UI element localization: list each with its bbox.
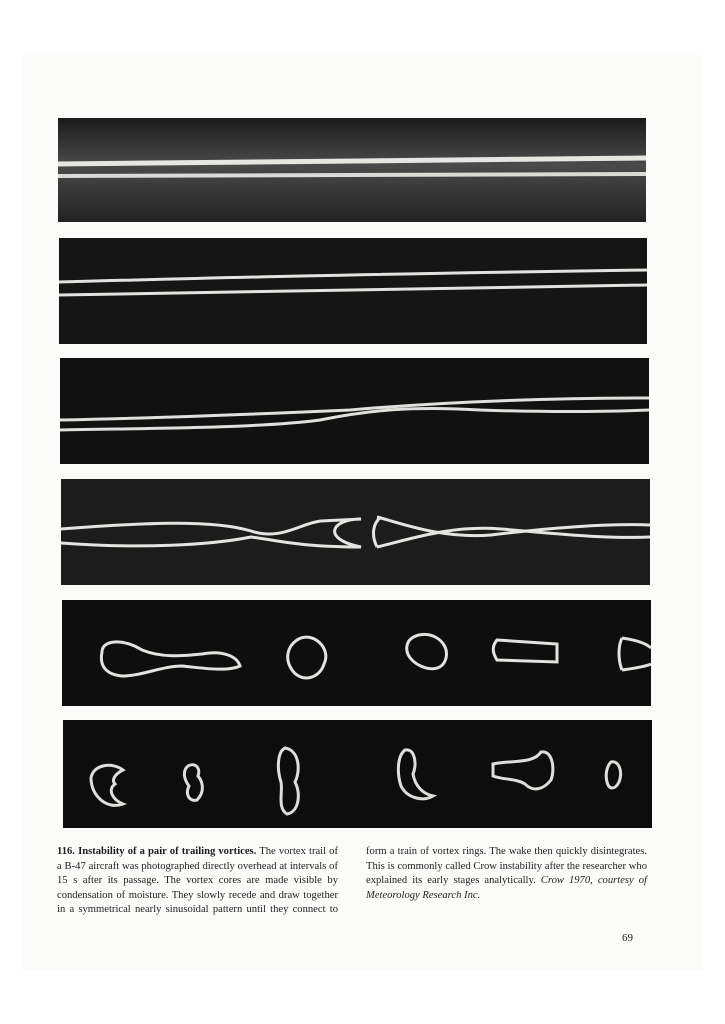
figure-caption (57, 845, 647, 918)
vortex-trail-image (63, 720, 652, 828)
photo-2 (59, 238, 647, 344)
photo-3 (60, 358, 649, 464)
vortex-trail-image (61, 479, 650, 585)
vortex-trail-image (58, 118, 646, 222)
figure-credit: Crow 1970, courtesy of Meteorology Research Inc. (366, 875, 647, 901)
vortex-trail-image (59, 238, 647, 344)
page-number: 69 (622, 932, 633, 944)
figure-body: The vortex trail of a B-47 aircraft was photographed directly overhead at intervals of 15 s after its passage. The vortex cores are made visible by condensation of moisture. They slowly recede and draw together in a symmetrical nearly sinusoidal pattern until they connect to form a train of vortex rings. The wake then quickly disintegrates. This is commonly called Crow instability after the researcher who explained its early stages analytically. (57, 846, 647, 916)
figure-title: Instability of a pair of trailing vortices. (78, 846, 257, 857)
vortex-trail-image (62, 600, 651, 706)
vortex-trail-image (60, 358, 649, 464)
figure-number: 116. (57, 846, 75, 857)
photo-6 (63, 720, 652, 828)
photo-1 (58, 118, 646, 222)
photo-5 (62, 600, 651, 706)
photo-4 (61, 479, 650, 585)
